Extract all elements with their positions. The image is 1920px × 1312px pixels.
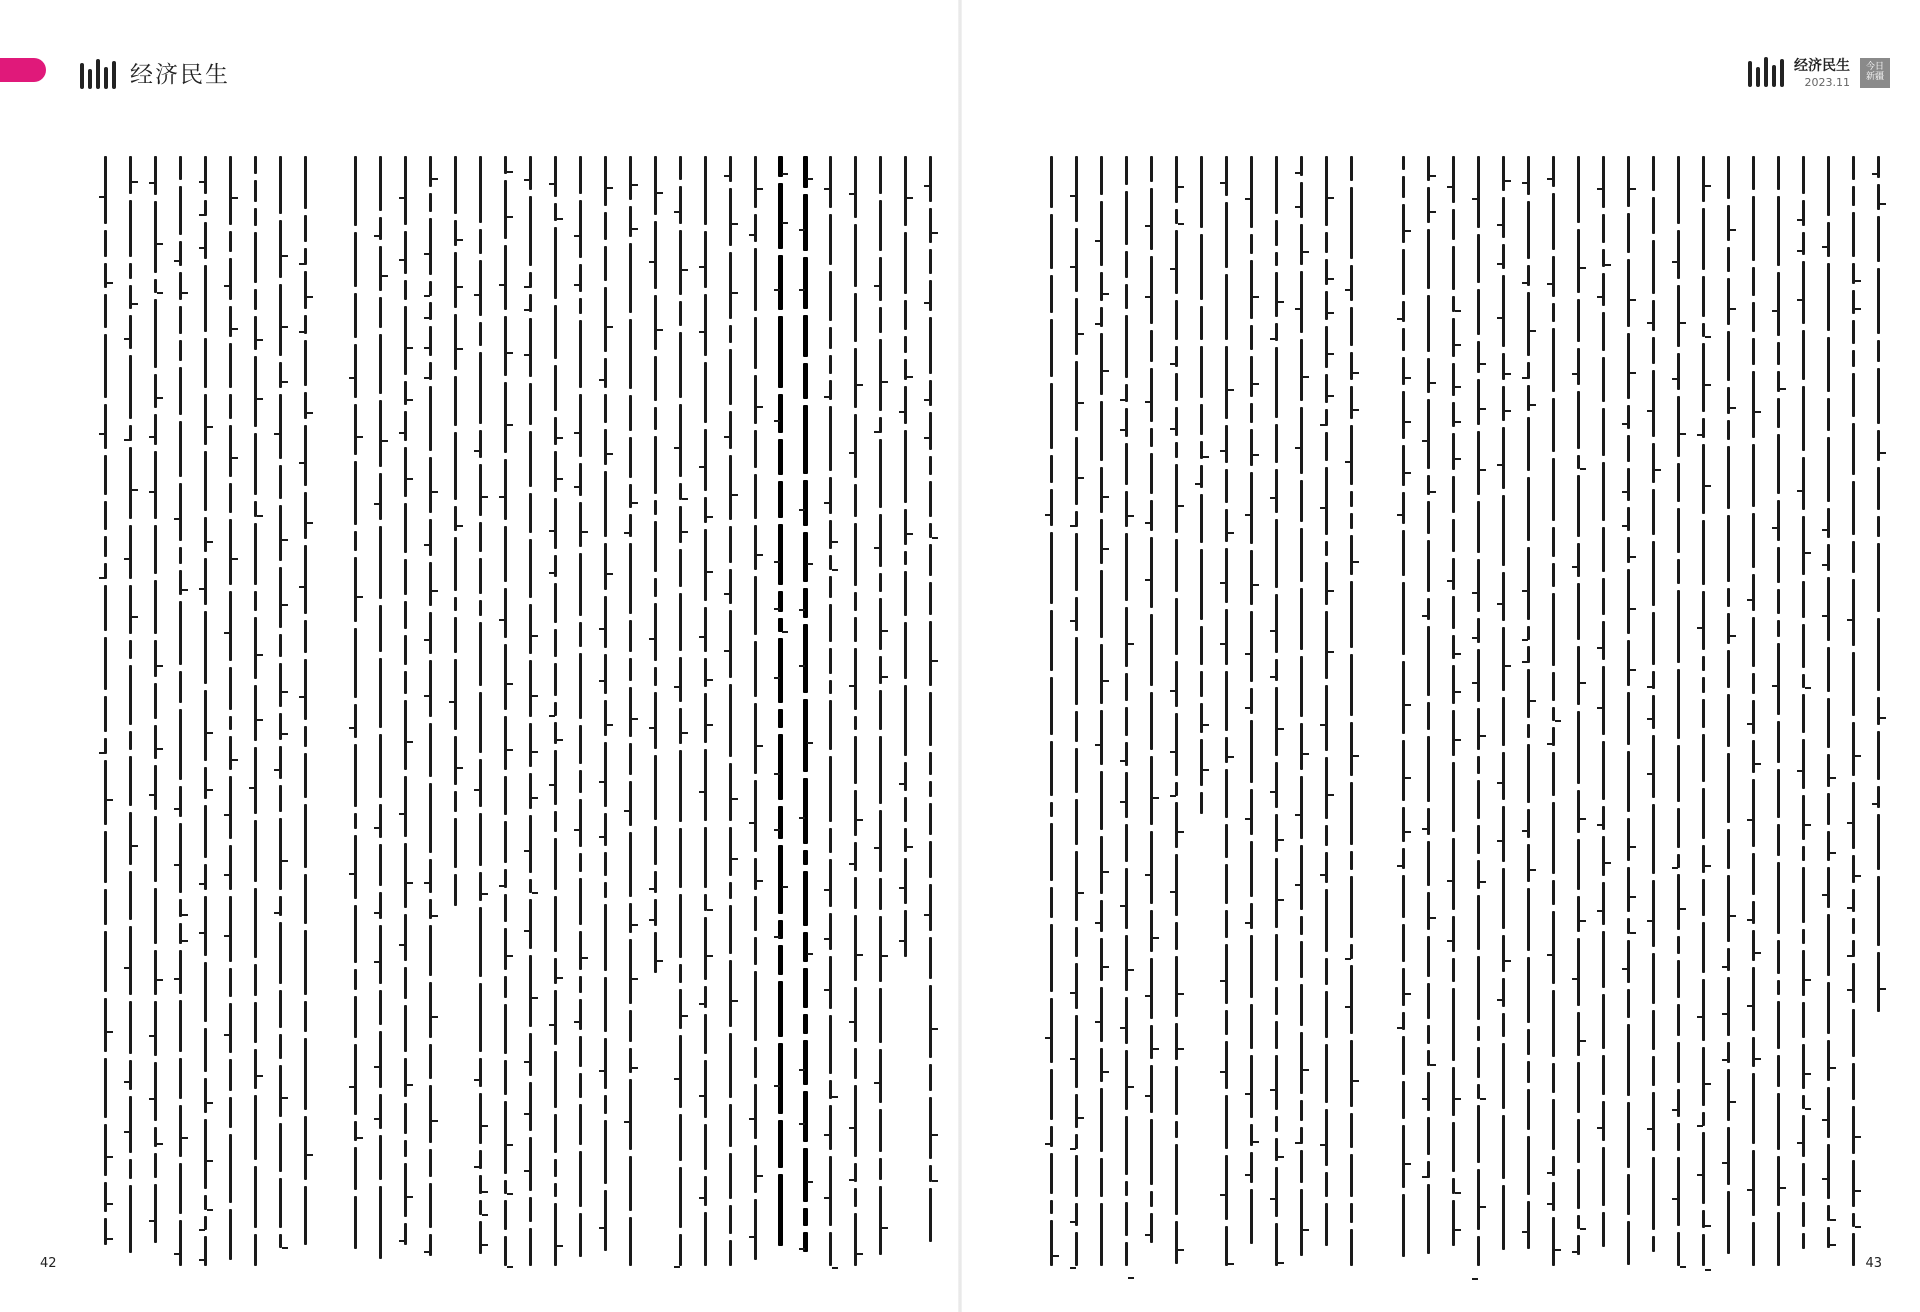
text-line bbox=[1394, 156, 1413, 1266]
right-page-text-column-a bbox=[1042, 156, 1382, 1286]
text-line bbox=[496, 156, 515, 1266]
text-line bbox=[671, 156, 690, 1266]
text-line bbox=[246, 156, 265, 1266]
page-number: 42 bbox=[40, 1256, 57, 1271]
text-line bbox=[196, 156, 215, 1266]
text-line bbox=[1669, 156, 1688, 1266]
text-line bbox=[1444, 156, 1463, 1266]
text-line bbox=[1317, 156, 1336, 1266]
text-line bbox=[1594, 156, 1613, 1266]
text-line bbox=[1794, 156, 1813, 1266]
text-line bbox=[621, 156, 640, 1266]
text-line bbox=[421, 156, 440, 1266]
text-line bbox=[121, 156, 140, 1266]
text-line bbox=[596, 156, 615, 1266]
text-line bbox=[396, 156, 415, 1266]
text-line bbox=[1544, 156, 1563, 1266]
text-line bbox=[871, 156, 890, 1266]
text-line bbox=[846, 156, 865, 1266]
text-line bbox=[1769, 156, 1788, 1266]
text-line bbox=[1819, 156, 1838, 1266]
text-line bbox=[1042, 156, 1061, 1266]
text-line bbox=[896, 156, 915, 978]
mongolian-masthead-logo bbox=[1748, 59, 1784, 87]
text-line bbox=[921, 156, 940, 1266]
text-line bbox=[721, 156, 740, 1266]
text-line bbox=[1419, 156, 1438, 1266]
mongolian-masthead-logo bbox=[80, 55, 116, 89]
text-line bbox=[1192, 156, 1211, 839]
issue-date: 2023.11 bbox=[1804, 75, 1850, 89]
text-line bbox=[471, 156, 490, 1266]
page-number: 43 bbox=[1865, 1256, 1882, 1271]
text-line bbox=[696, 156, 715, 1266]
text-line bbox=[271, 156, 290, 1266]
text-line bbox=[546, 156, 565, 1266]
text-line bbox=[1869, 156, 1888, 1030]
right-page-text-column-b bbox=[1394, 156, 1894, 1286]
text-line bbox=[1167, 156, 1186, 1266]
text-line bbox=[1217, 156, 1236, 1266]
text-line bbox=[1092, 156, 1111, 1266]
right-page-header bbox=[1748, 56, 1890, 90]
text-line bbox=[771, 156, 790, 1266]
text-line bbox=[1267, 156, 1286, 1266]
text-line bbox=[1569, 156, 1588, 1266]
text-line bbox=[1469, 156, 1488, 1266]
text-line bbox=[371, 156, 390, 1266]
text-line bbox=[96, 156, 115, 1266]
text-line bbox=[346, 156, 365, 1266]
text-line bbox=[296, 156, 315, 1266]
text-line bbox=[521, 156, 540, 1266]
text-line bbox=[1719, 156, 1738, 1266]
text-line bbox=[796, 156, 815, 1266]
section-color-tab bbox=[0, 58, 46, 82]
text-line bbox=[1844, 156, 1863, 1266]
text-line bbox=[571, 156, 590, 1266]
text-line bbox=[146, 156, 165, 1266]
text-line bbox=[1342, 156, 1361, 1266]
section-title: 经济民生 bbox=[1794, 57, 1850, 74]
text-line bbox=[1494, 156, 1513, 1266]
text-line bbox=[1694, 156, 1713, 1266]
text-line bbox=[171, 156, 190, 1266]
text-line bbox=[221, 156, 240, 1266]
left-page-header bbox=[80, 52, 230, 92]
text-line bbox=[446, 156, 465, 923]
left-page-text-column-b bbox=[346, 156, 946, 1286]
text-line bbox=[1644, 156, 1663, 1266]
text-line bbox=[1242, 156, 1261, 1266]
left-page-text-column-a bbox=[96, 156, 334, 1286]
section-title: 经济民生 bbox=[130, 61, 230, 88]
text-line bbox=[1117, 156, 1136, 1266]
publication-logo: 今日 新疆 bbox=[1860, 58, 1890, 88]
text-line bbox=[1292, 156, 1311, 1266]
text-line bbox=[646, 156, 665, 973]
text-line bbox=[1067, 156, 1086, 1266]
page-gutter bbox=[958, 0, 962, 1312]
text-line bbox=[746, 156, 765, 1266]
text-line bbox=[1142, 156, 1161, 1266]
text-line bbox=[1744, 156, 1763, 1266]
text-line bbox=[1619, 156, 1638, 1266]
text-line bbox=[1519, 156, 1538, 1266]
text-line bbox=[821, 156, 840, 1266]
